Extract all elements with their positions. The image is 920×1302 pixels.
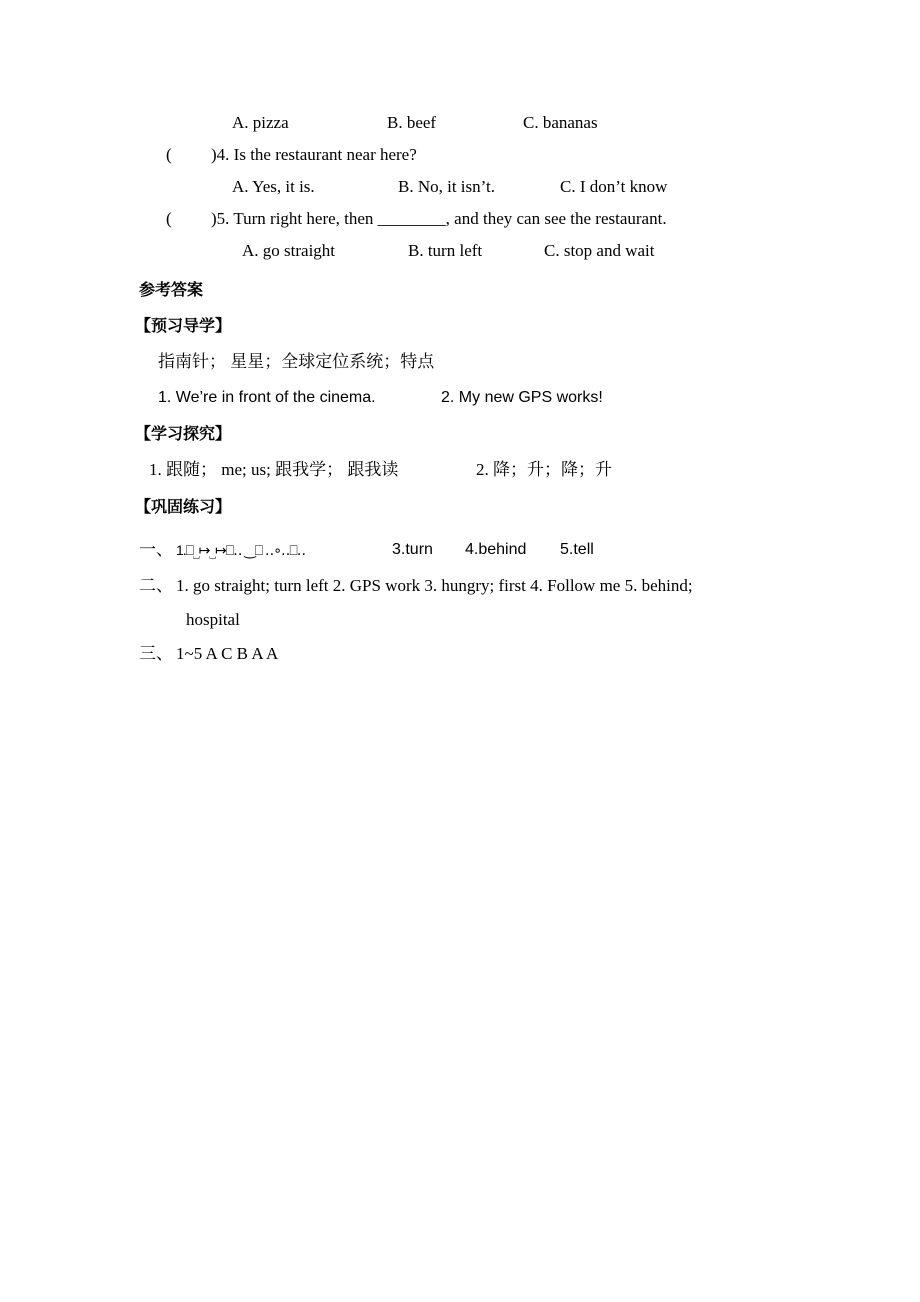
practice-2-text: 1. go straight; turn left 2. GPS work 3. hungry; first 4. Follow me 5. behind; xyxy=(176,576,693,595)
section-preview-title: 【预习导学】 xyxy=(135,316,232,335)
practice-1-answer4: 4.behind xyxy=(465,541,527,558)
answers-heading: 参考答案 xyxy=(139,280,204,299)
q5-question: )5. Turn right here, then ________, and they can see the restaurant. xyxy=(211,209,667,228)
q3-option-b: B. beef xyxy=(387,113,437,132)
q5-option-c: C. stop and wait xyxy=(544,241,655,260)
practice-3-text: 1~5 A C B A A xyxy=(176,644,279,663)
q5-paren: ( xyxy=(166,209,172,228)
practice-1-garbled: 1.⎕⎵↦⎵↦⎕‥ ‿⎕ ‥∘‥⎕‥ xyxy=(176,542,306,558)
practice-2-prefix: 二、 xyxy=(139,576,173,595)
q5-option-a: A. go straight xyxy=(242,241,336,260)
section-preview-line1: 指南针； 星星；全球定位系统；特点 xyxy=(158,352,435,371)
q5-option-b: B. turn left xyxy=(408,241,483,260)
section-practice-title: 【巩固练习】 xyxy=(135,497,232,516)
section-explore-line1a: 1. 跟随； me; us; 跟我学； 跟我读 xyxy=(149,460,399,479)
q4-paren: ( xyxy=(166,145,172,164)
section-preview-line2b: 2. My new GPS works! xyxy=(441,389,603,406)
q4-option-b: B. No, it isn’t. xyxy=(398,177,495,196)
q3-option-a: A. pizza xyxy=(232,113,289,132)
section-preview-line2a: 1. We’re in front of the cinema. xyxy=(158,389,376,406)
practice-1-prefix: 一、 xyxy=(139,540,173,559)
q4-option-c: C. I don’t know xyxy=(560,177,668,196)
practice-2-cont: hospital xyxy=(186,610,240,629)
practice-3-prefix: 三、 xyxy=(139,644,173,663)
practice-1-answer5: 5.tell xyxy=(560,541,594,558)
section-explore-line1b: 2. 降；升；降；升 xyxy=(476,460,612,479)
q3-option-c: C. bananas xyxy=(523,113,598,132)
q4-question: )4. Is the restaurant near here? xyxy=(211,145,417,164)
q4-option-a: A. Yes, it is. xyxy=(232,177,315,196)
practice-1-answer3: 3.turn xyxy=(392,541,433,558)
section-explore-title: 【学习探究】 xyxy=(135,424,232,443)
